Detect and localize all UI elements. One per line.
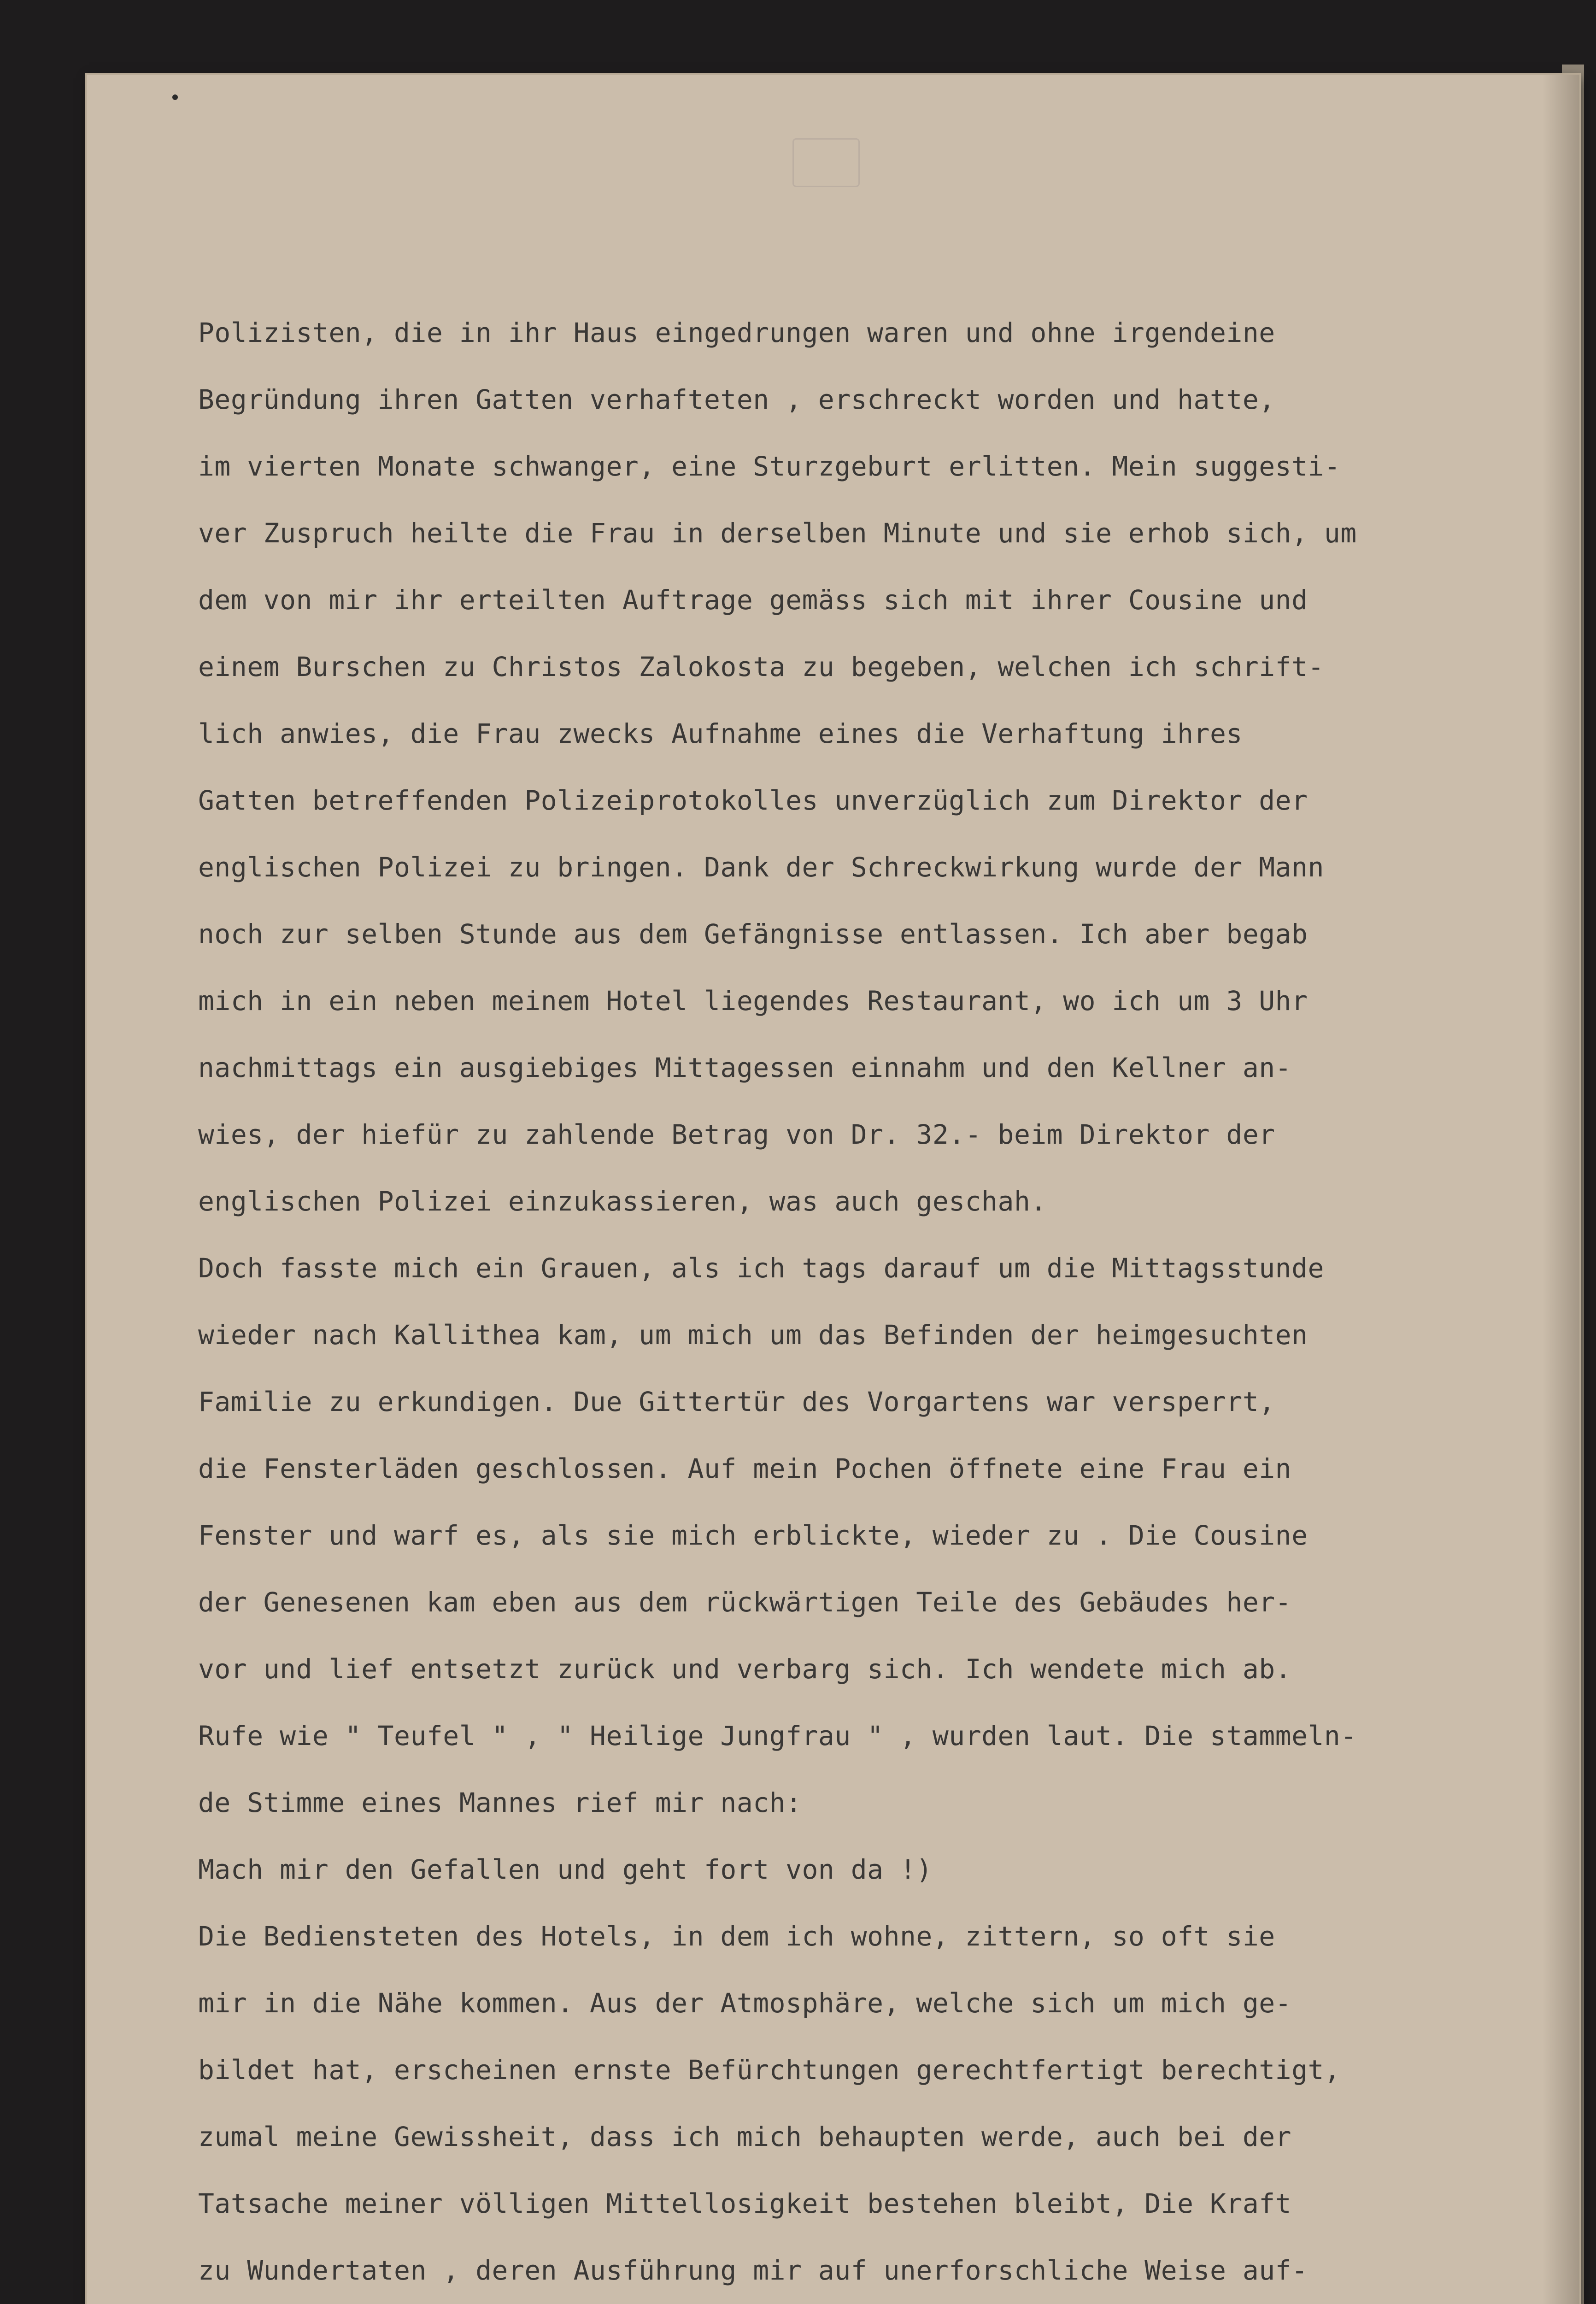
text-line: vor und lief entsetzt zurück und verbarg sich. Ich wendete mich ab. bbox=[198, 1653, 1292, 1685]
text-line: einem Burschen zu Christos Zalokosta zu begeben, welchen ich schrift- bbox=[198, 651, 1324, 682]
text-line: de Stimme eines Mannes rief mir nach: bbox=[198, 1787, 802, 1818]
text-line: Doch fasste mich ein Grauen, als ich tags darauf um die Mittagsstunde bbox=[198, 1252, 1324, 1284]
text-line: mich in ein neben meinem Hotel liegendes Restaurant, wo ich um 3 Uhr bbox=[198, 985, 1308, 1017]
text-line: englischen Polizei zu bringen. Dank der Schreckwirkung wurde der Mann bbox=[198, 852, 1324, 883]
text-line: die Fensterläden geschlossen. Auf mein Pochen öffnete eine Frau ein bbox=[198, 1453, 1292, 1484]
text-line: zu Wundertaten , deren Ausführung mir auf unerforschliche Weise auf- bbox=[198, 2255, 1308, 2286]
text-line: ver Zuspruch heilte die Frau in derselben Minute und sie erhob sich, um bbox=[198, 517, 1357, 549]
text-line: Begründung ihren Gatten verhafteten , erschreckt worden und hatte, bbox=[198, 384, 1275, 415]
text-line: Polizisten, die in ihr Haus eingedrungen waren und ohne irgendeine bbox=[198, 317, 1275, 348]
typewritten-text-block bbox=[198, 300, 1534, 2304]
faint-stamp-mark bbox=[792, 138, 860, 187]
text-line: englischen Polizei einzukassieren, was auch geschah. bbox=[198, 1186, 1047, 1217]
text-line: im vierten Monate schwanger, eine Sturzgeburt erlitten. Mein suggesti- bbox=[198, 451, 1341, 482]
text-line: bildet hat, erscheinen ernste Befürchtungen gerechtfertigt berechtigt, bbox=[198, 2054, 1341, 2086]
text-line: Tatsache meiner völligen Mittellosigkeit bestehen bleibt, Die Kraft bbox=[198, 2188, 1292, 2219]
text-line: dem von mir ihr erteilten Auftrage gemäss sich mit ihrer Cousine und bbox=[198, 584, 1308, 616]
text-line: zumal meine Gewissheit, dass ich mich behaupten werde, auch bei der bbox=[198, 2121, 1292, 2152]
text-line: noch zur selben Stunde aus dem Gefängnisse entlassen. Ich aber begab bbox=[198, 918, 1308, 950]
text-line: wieder nach Kallithea kam, um mich um das Befinden der heimgesuchten bbox=[198, 1319, 1308, 1351]
page-shadow-edge bbox=[1543, 75, 1579, 2304]
text-line: Rufe wie " Teufel " , " Heilige Jungfrau " , wurden laut. Die stammeln- bbox=[198, 1720, 1357, 1752]
text-line: Die Bediensteten des Hotels, in dem ich wohne, zittern, so oft sie bbox=[198, 1921, 1275, 1952]
text-line: Fenster und warf es, als sie mich erblickte, wieder zu . Die Cousine bbox=[198, 1520, 1308, 1551]
text-line: Gatten betreffenden Polizeiprotokolles unverzüglich zum Direktor der bbox=[198, 785, 1308, 816]
text-line: mir in die Nähe kommen. Aus der Atmosphäre, welche sich um mich ge- bbox=[198, 1987, 1292, 2019]
text-line: nachmittags ein ausgiebiges Mittagessen einnahm und den Kellner an- bbox=[198, 1052, 1292, 1083]
margin-dot-mark bbox=[172, 94, 178, 100]
text-line: der Genesenen kam eben aus dem rückwärtigen Teile des Gebäudes her- bbox=[198, 1587, 1292, 1618]
text-line: Familie zu erkundigen. Due Gittertür des Vorgartens war versperrt, bbox=[198, 1386, 1275, 1417]
text-line: wies, der hiefür zu zahlende Betrag von Dr. 32.- beim Direktor der bbox=[198, 1119, 1275, 1150]
text-line: Mach mir den Gefallen und geht fort von da !) bbox=[198, 1854, 933, 1885]
text-line: lich anwies, die Frau zwecks Aufnahme eines die Verhaftung ihres bbox=[198, 718, 1243, 749]
